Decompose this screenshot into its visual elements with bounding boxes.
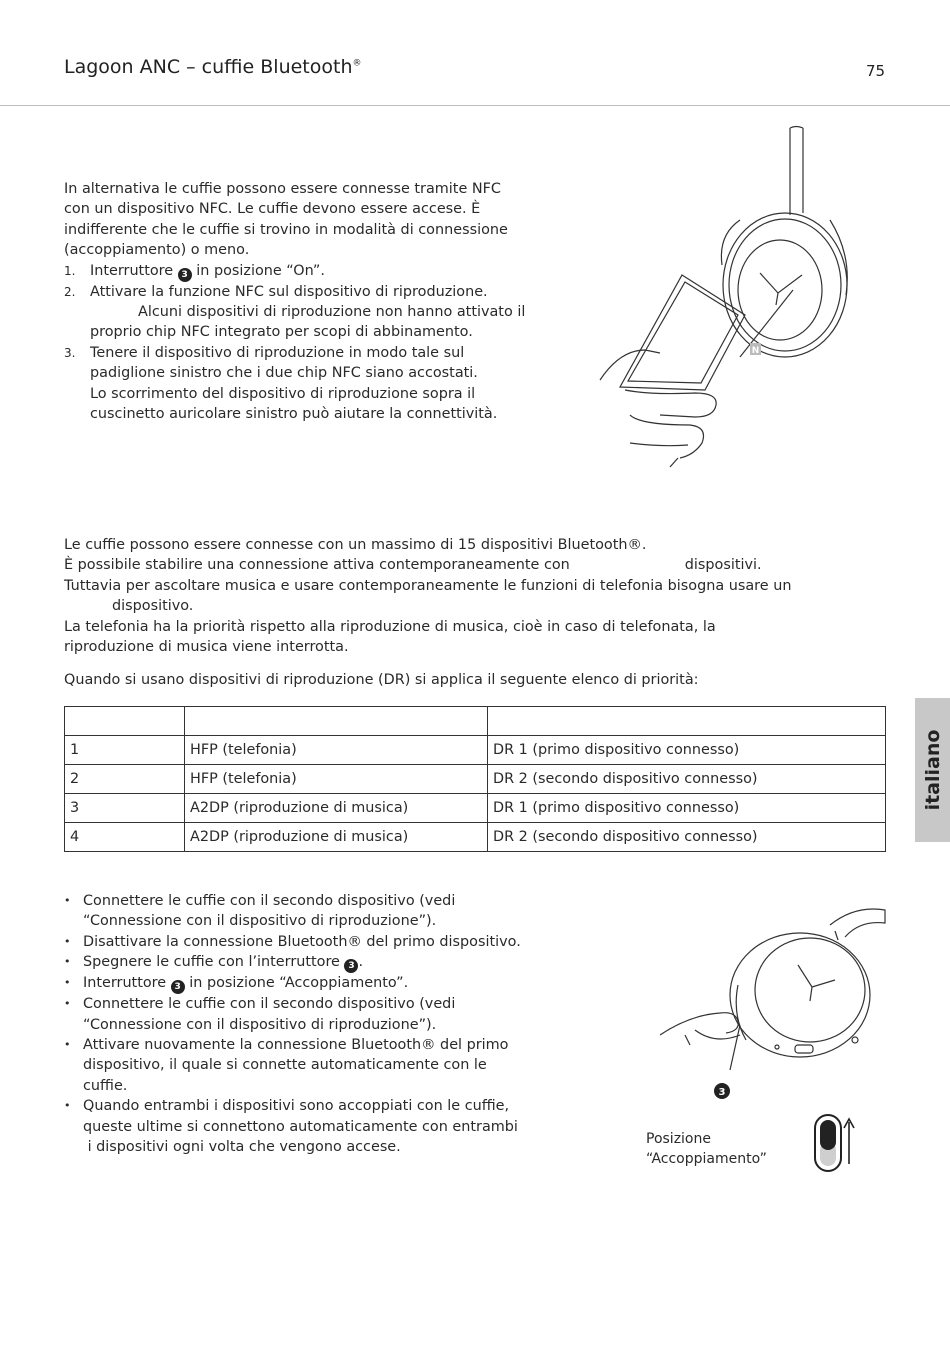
list-item: • Interruttore 3 in posizione “Accoppiamento”. [64,973,584,994]
multi-line: Tuttavia per ascoltare musica e usare contemporaneamente le funzioni di telefonia bisogna usare un [64,577,792,594]
list-item: • Quando entrambi i dispositivi sono accoppiati con le cuffie, queste ultime si connettono automaticamente con entrambi i dispositivi ogni volta che vengono accese. [64,1096,584,1157]
switch-number-badge: 3 [171,980,185,994]
multi-line: riproduzione di musica viene interrotta. [64,639,349,656]
list-item: • Attivare nuovamente la connessione Bluetooth® del primo dispositivo, il quale si connette automaticamente con le cuffie. [64,1035,584,1096]
table-header-row [65,707,886,736]
nfc-section [64,179,574,424]
switch-badge-number: 3 [718,1087,726,1098]
multi-line: Le cuffie possono essere connesse con un massimo di 15 dispositivi Bluetooth®. [64,537,647,553]
list-item: • Connettere le cuffie con il secondo dispositivo (vedi “Connessione con il dispositivo di riproduzione”). [64,891,584,932]
header-divider [0,105,950,106]
nfc-step-1: 1. Interruttore 3 in posizione “On”. [64,262,325,280]
headphones-switch-illustration [660,905,890,1100]
list-item: • Spegnere le cuffie con l’interruttore 3 . [64,952,584,973]
priority-table [64,706,886,852]
multi-line: È possibile stabilire una connessione attiva contemporaneamente con dispositivi. [64,557,762,574]
table-row: 1 HFP (telefonia) DR 1 (primo dispositivo connesso) [65,736,886,765]
page-title: Lagoon ANC – cuffie Bluetooth® [64,56,362,78]
nfc-intro-line: indifferente che le cuffie si trovino in modalità di connessione [64,221,508,238]
list-item: • Connettere le cuffie con il secondo dispositivo (vedi “Connessione con il dispositivo di riproduzione”). [64,994,584,1035]
switch-number-badge: 3 [178,268,192,282]
pairing-switch-icon [812,1112,857,1174]
table-row: 4 A2DP (riproduzione di musica) DR 2 (secondo dispositivo connesso) [65,823,886,852]
switch-section [64,891,584,1157]
nfc-intro-line: In alternativa le cuffie possono essere connesse tramite NFC [64,181,501,197]
switch-number-badge: 3 [344,959,358,973]
nfc-icon-letter: N [751,346,760,356]
multi-device-section [64,535,894,691]
nfc-headphones-illustration [590,125,880,470]
table-row: 3 A2DP (riproduzione di musica) DR 1 (primo dispositivo connesso) [65,794,886,823]
nfc-step-2: 2. Attivare la funzione NFC sul dispositivo di riproduzione. Alcuni dispositivi di riproduzione non hanno attivato il proprio chip NFC integrato per scopi di abbinamento. [64,283,526,341]
list-item: • Disattivare la connessione Bluetooth® del primo dispositivo. [64,932,584,952]
multi-line: La telefonia ha la priorità rispetto alla riproduzione di musica, cioè in caso di telefonata, la [64,618,716,635]
page-number: 75 [866,62,886,80]
nfc-intro-line: con un dispositivo NFC. Le cuffie devono essere accese. È [64,201,481,218]
table-row: 2 HFP (telefonia) DR 2 (secondo dispositivo connesso) [65,765,886,794]
language-side-tab: italiano [915,698,950,842]
nfc-step-3: 3. Tenere il dispositivo di riproduzione in modo tale sul padiglione sinistro che i due chip NFC siano accostati. Lo scorrimento del dispositivo di riproduzione sopra il cuscinetto auricolare sinistro può aiutare la connettività. [64,344,498,423]
priority-intro: Quando si usano dispositivi di riproduzione (DR) si applica il seguente elenco di priorità: [64,672,699,689]
position-caption: Posizione “Accoppiamento” [646,1131,767,1167]
multi-line: dispositivo. [112,598,194,615]
nfc-intro-line: (accoppiamento) o meno. [64,242,250,259]
